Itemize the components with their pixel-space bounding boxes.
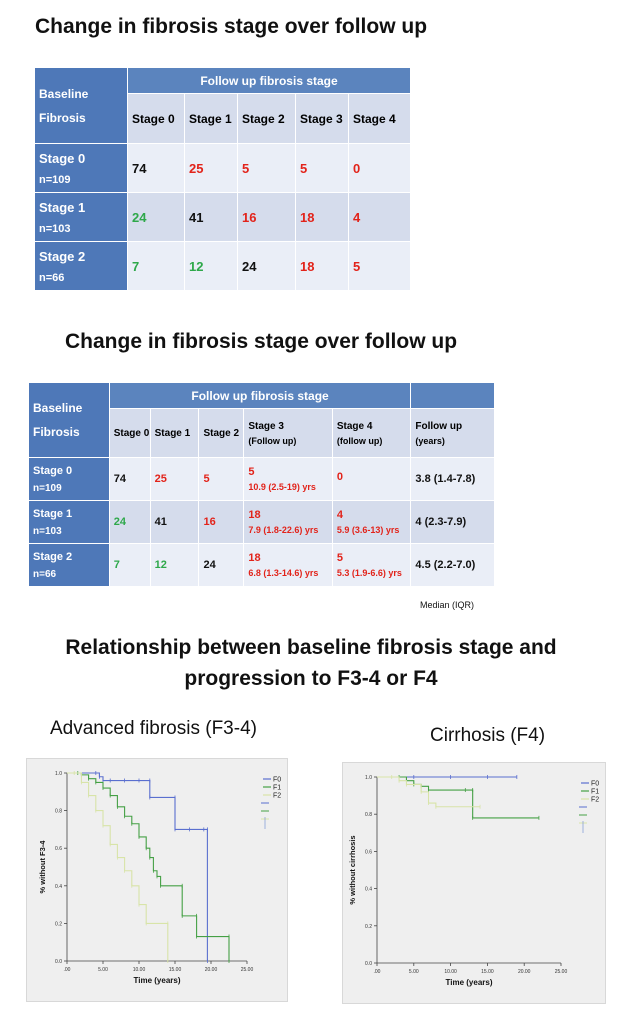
table-cell: 16 xyxy=(238,193,295,241)
chart2-panel xyxy=(342,762,606,1004)
table-row xyxy=(29,458,494,500)
table-cell-followup: 4.5 (2.2-7.0) xyxy=(411,544,494,586)
table-cell: 18 xyxy=(296,242,348,290)
x-tick-label: 25.00 xyxy=(240,967,254,973)
stage3-note: 7.9 (1.8-22.6) yrs xyxy=(248,525,319,535)
table1-row-header xyxy=(35,144,127,192)
table-cell: 5 xyxy=(199,458,243,500)
y-axis-label: % without F3-4 xyxy=(38,840,47,894)
stage3-value: 18 xyxy=(248,552,261,564)
chart-advanced-fibrosis xyxy=(27,759,287,1001)
table-cell: 24 xyxy=(238,242,295,290)
table-row xyxy=(35,193,410,241)
x-axis-label: Time (years) xyxy=(133,976,181,985)
table-cell-stage4 xyxy=(333,501,411,543)
followup-line1: Follow up xyxy=(415,420,463,432)
stage4-value: 5 xyxy=(336,552,343,564)
table-cell-stage3 xyxy=(244,501,331,543)
y-tick-label: 0.8 xyxy=(55,808,62,815)
row-n: n=66 xyxy=(33,568,57,580)
table-cell: 7 xyxy=(110,544,150,586)
x-tick-label: 15.00 xyxy=(168,967,182,973)
table-cell-followup: 4 (2.3-7.9) xyxy=(411,501,494,543)
series-line-F1 xyxy=(377,777,539,818)
section-heading-line1: Relationship between baseline fibrosis stage and xyxy=(65,636,557,659)
legend-label: F0 xyxy=(273,776,282,784)
series-line-F1 xyxy=(67,773,229,961)
table2-corner xyxy=(29,383,109,457)
stage4-value: 4 xyxy=(336,509,343,521)
table1-row-header xyxy=(35,242,127,290)
table-cell: 74 xyxy=(128,144,184,192)
table-row xyxy=(35,144,410,192)
stage3-value: 5 xyxy=(248,466,255,478)
table-cell-stage3 xyxy=(244,544,331,586)
x-tick-label: 15.00 xyxy=(481,969,494,975)
table1-col-header: Stage 0 xyxy=(128,94,184,143)
table2-col-header-stage4 xyxy=(333,409,411,457)
chart1-title: Advanced fibrosis (F3-4) xyxy=(50,718,257,739)
row-label: Stage 2 xyxy=(39,248,86,264)
x-axis-label: Time (years) xyxy=(445,978,493,987)
table-cell: 5 xyxy=(349,242,410,290)
series-line-F0 xyxy=(67,773,207,961)
stage4-note: 5.9 (3.6-13) yrs xyxy=(336,525,400,535)
x-tick-label: .00 xyxy=(63,967,71,973)
chart-cirrhosis xyxy=(343,763,605,1003)
row-n: n=109 xyxy=(39,173,71,186)
table2-corner-line1: Baseline xyxy=(33,401,83,415)
section-heading-line2: progression to F3-4 or F4 xyxy=(184,667,438,690)
table2-col-header-stage3 xyxy=(244,409,331,457)
y-tick-label: 1.0 xyxy=(55,771,62,777)
table2-row-header xyxy=(29,501,109,543)
stage3-note: 10.9 (2.5-19) yrs xyxy=(248,482,316,492)
row-label: Stage 2 xyxy=(33,550,73,563)
row-label: Stage 0 xyxy=(33,464,73,477)
y-tick-label: 0.2 xyxy=(365,923,372,930)
table-cell: 41 xyxy=(185,193,237,241)
table1-corner-line1: Baseline xyxy=(39,86,89,101)
table-cell: 24 xyxy=(128,193,184,241)
table2-col-header: Stage 0 xyxy=(110,409,150,457)
table-cell: 24 xyxy=(110,501,150,543)
x-tick-label: 5.00 xyxy=(98,967,108,973)
table1-row-header xyxy=(35,193,127,241)
row-label: Stage 1 xyxy=(33,507,73,520)
table-row xyxy=(29,544,494,586)
stage4-value: 0 xyxy=(336,471,343,483)
table-row xyxy=(29,501,494,543)
table-cell: 12 xyxy=(151,544,199,586)
y-tick-label: 0.4 xyxy=(365,886,372,893)
x-tick-label: 20.00 xyxy=(204,967,218,973)
table2-corner-line2: Fibrosis xyxy=(33,425,80,439)
legend-label: F2 xyxy=(273,792,282,800)
table2-title: Change in fibrosis stage over follow up xyxy=(65,330,458,353)
median-note: Median (IQR) xyxy=(420,600,475,610)
table-cell-stage4 xyxy=(333,544,411,586)
x-tick-label: 25.00 xyxy=(554,969,568,975)
table-cell-followup: 3.8 (1.4-7.8) xyxy=(411,458,494,500)
table-cell: 18 xyxy=(296,193,348,241)
table-cell: 24 xyxy=(199,544,243,586)
table2-group-header: Follow up fibrosis stage xyxy=(110,383,411,408)
stage3-note: 6.8 (1.3-14.6) yrs xyxy=(248,568,319,578)
legend-label: F0 xyxy=(591,780,600,788)
table-cell: 7 xyxy=(128,242,184,290)
chart1-panel xyxy=(26,758,288,1002)
table-row xyxy=(35,242,410,290)
row-n: n=66 xyxy=(39,271,65,284)
stage3-line2: (Follow up) xyxy=(248,435,297,446)
row-n: n=109 xyxy=(33,482,62,494)
y-tick-label: 0.0 xyxy=(365,961,372,967)
table-cell: 12 xyxy=(185,242,237,290)
table-cell-stage4 xyxy=(333,458,411,500)
table2-col-header: Stage 1 xyxy=(151,409,199,457)
table-cell: 5 xyxy=(296,144,348,192)
x-tick-label: 5.00 xyxy=(408,969,419,975)
table2-row-header xyxy=(29,458,109,500)
row-n: n=103 xyxy=(33,525,62,537)
legend-label: F2 xyxy=(591,796,600,804)
table-cell: 0 xyxy=(349,144,410,192)
x-tick-label: 20.00 xyxy=(517,969,531,975)
table1-col-header: Stage 2 xyxy=(238,94,295,143)
legend-label: F1 xyxy=(273,784,282,792)
x-tick-label: .00 xyxy=(373,969,381,975)
y-tick-label: 0.0 xyxy=(55,959,62,965)
stage3-line1: Stage 3 xyxy=(248,420,284,432)
stage3-value: 18 xyxy=(248,509,261,521)
stage4-line2: (follow up) xyxy=(336,435,383,446)
table-cell: 25 xyxy=(151,458,199,500)
table1-group-header: Follow up fibrosis stage xyxy=(128,68,410,93)
table-cell: 74 xyxy=(110,458,150,500)
table-cell: 4 xyxy=(349,193,410,241)
table-cell: 5 xyxy=(238,144,295,192)
table-cell: 25 xyxy=(185,144,237,192)
legend-label: F1 xyxy=(591,788,600,796)
row-label: Stage 0 xyxy=(39,150,86,166)
table1-col-header: Stage 4 xyxy=(349,94,410,143)
y-tick-label: 0.6 xyxy=(55,846,62,853)
table1-title: Change in fibrosis stage over follow up xyxy=(35,15,428,38)
y-axis-label: % without cirrhosis xyxy=(348,835,357,905)
stage4-line1: Stage 4 xyxy=(336,420,373,432)
y-tick-label: 1.0 xyxy=(365,775,372,781)
fibrosis-table-2 xyxy=(28,382,495,587)
table2-col-header: Stage 2 xyxy=(199,409,243,457)
y-tick-label: 0.2 xyxy=(55,921,62,928)
stage4-note: 5.3 (1.9-6.6) yrs xyxy=(336,568,402,578)
y-tick-label: 0.6 xyxy=(365,849,372,856)
table1-corner xyxy=(35,68,127,143)
y-tick-label: 0.8 xyxy=(365,812,372,819)
x-tick-label: 10.00 xyxy=(132,967,146,973)
table2-row-header xyxy=(29,544,109,586)
x-tick-label: 10.00 xyxy=(444,969,457,975)
table2-blank-header xyxy=(411,383,494,408)
table-cell-stage3 xyxy=(244,458,331,500)
chart2-title: Cirrhosis (F4) xyxy=(430,725,546,746)
table2-col-header-followup xyxy=(411,409,494,457)
followup-line2: (years) xyxy=(415,435,445,446)
row-label: Stage 1 xyxy=(39,199,86,215)
section-heading xyxy=(0,632,622,694)
table1-col-header: Stage 3 xyxy=(296,94,348,143)
fibrosis-table-1 xyxy=(34,67,411,291)
table-cell: 16 xyxy=(199,501,243,543)
y-tick-label: 0.4 xyxy=(55,883,62,890)
table-cell: 41 xyxy=(151,501,199,543)
table1-col-header: Stage 1 xyxy=(185,94,237,143)
table1-corner-line2: Fibrosis xyxy=(39,110,86,125)
row-n: n=103 xyxy=(39,222,71,235)
